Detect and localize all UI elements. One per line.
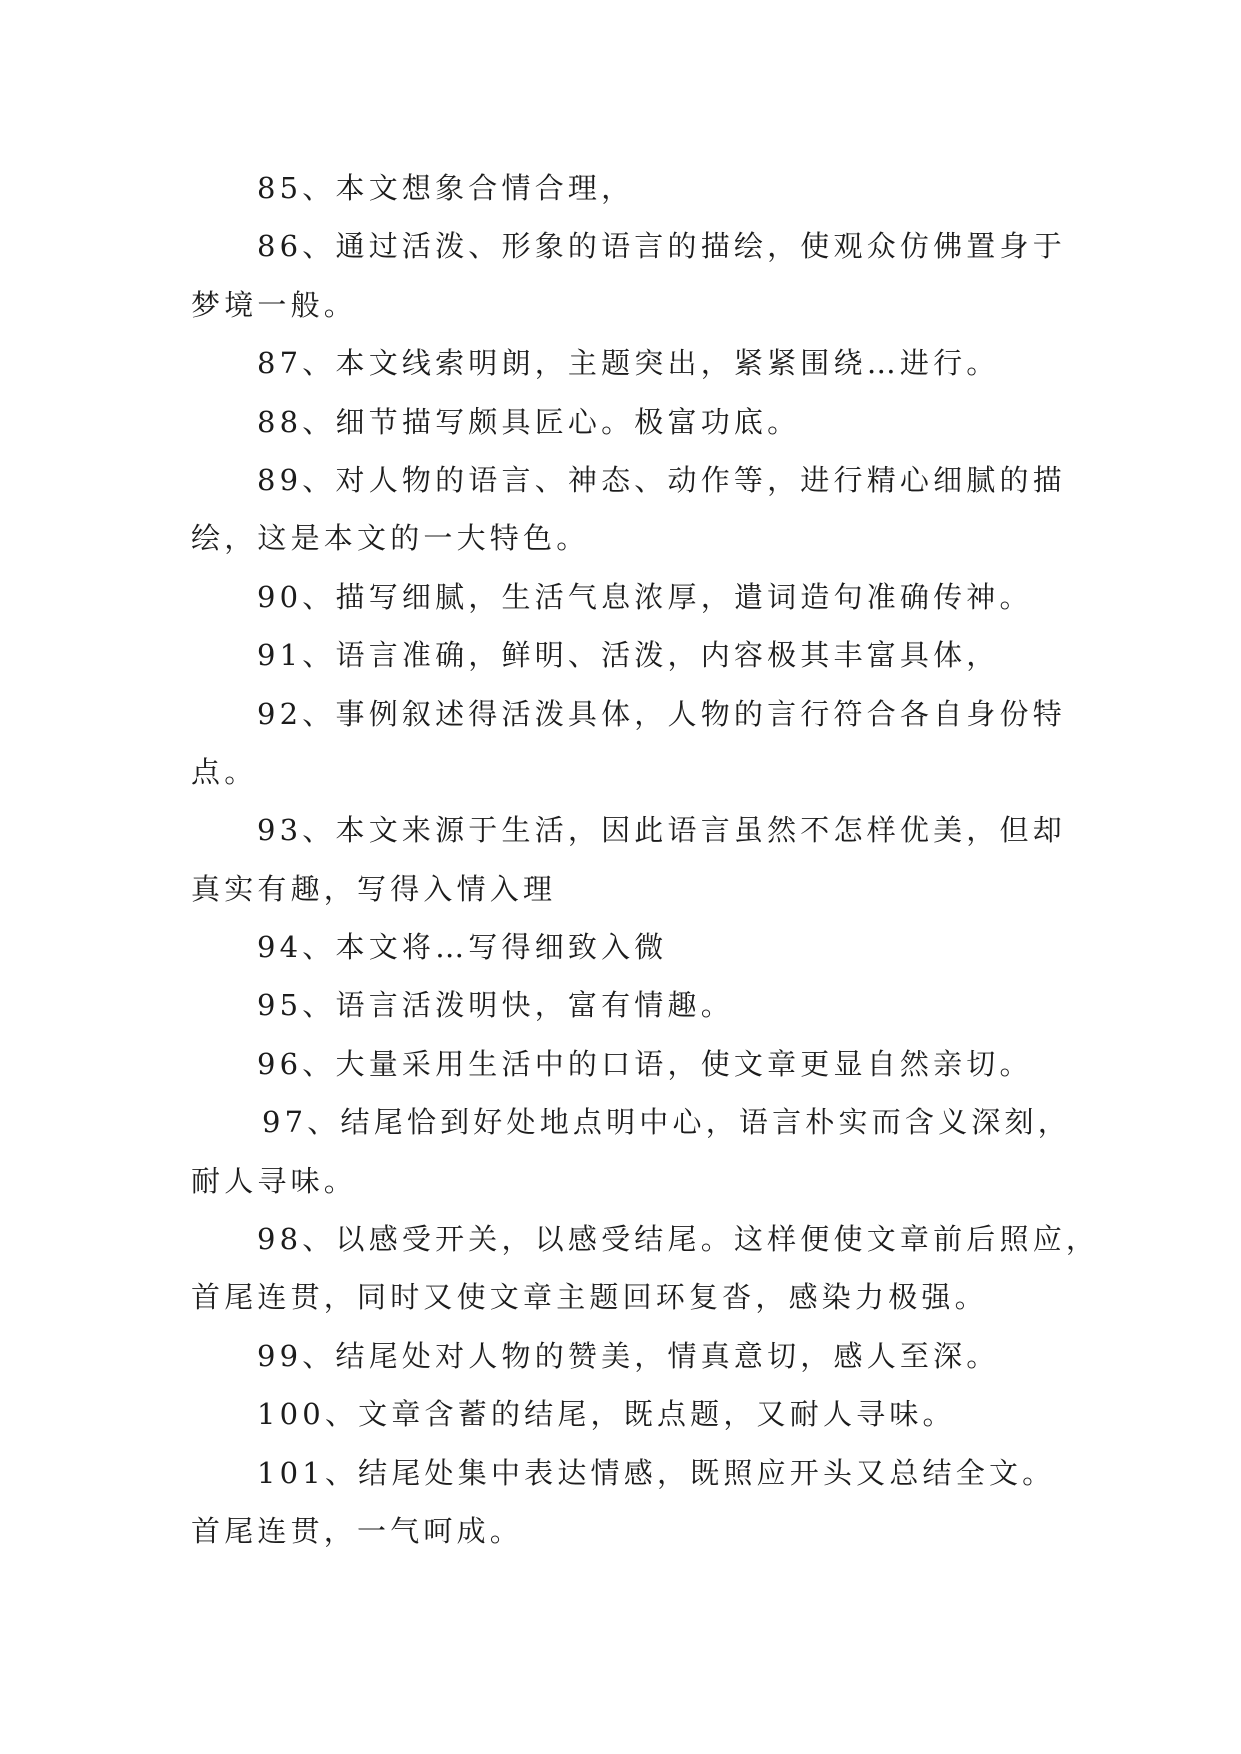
paragraph-line: 95、语言活泼明快，富有情趣。 <box>257 988 734 1023</box>
paragraph-101 <box>191 1444 1091 1561</box>
paragraph-line: 101、结尾处集中表达情感，既照应开头又总结全文。 <box>257 1455 1056 1490</box>
document-body <box>191 159 1100 1560</box>
paragraph-86 <box>191 217 1091 334</box>
paragraph-line: 真实有趣，写得入情入理 <box>191 871 557 906</box>
paragraph-line: 96、大量采用生活中的口语，使文章更显自然亲切。 <box>257 1046 1033 1081</box>
paragraph-94 <box>191 918 1091 976</box>
paragraph-line: 88、细节描写颇具匠心。极富功底。 <box>257 404 801 439</box>
paragraph-90 <box>191 568 1091 626</box>
paragraph-line: 梦境一般。 <box>191 287 358 322</box>
paragraph-100 <box>191 1385 1091 1443</box>
paragraph-92 <box>191 685 1091 802</box>
paragraph-98 <box>191 1210 1100 1327</box>
paragraph-line: 92、事例叙述得活泼具体，人物的言行符合各自身份特 <box>257 696 1066 731</box>
paragraph-95 <box>191 976 1091 1034</box>
paragraph-line: 98、以感受开关，以感受结尾。这样便使文章前后照应， <box>257 1222 1100 1257</box>
paragraph-line: 点。 <box>191 754 258 789</box>
paragraph-line: 97、结尾恰到好处地点明中心，语言朴实而含义深刻， <box>262 1105 1071 1140</box>
paragraph-line: 93、本文来源于生活，因此语言虽然不怎样优美，但却 <box>257 813 1066 848</box>
paragraph-87 <box>191 334 1091 392</box>
paragraph-line: 耐人寻味。 <box>191 1163 358 1198</box>
paragraph-line: 首尾连贯，同时又使文章主题回环复沓，感染力极强。 <box>191 1280 988 1315</box>
paragraph-line: 首尾连贯，一气呵成。 <box>191 1513 524 1548</box>
paragraph-line: 89、对人物的语言、神态、动作等，进行精心细腻的描 <box>257 462 1066 497</box>
paragraph-99 <box>191 1327 1091 1385</box>
paragraph-line: 86、通过活泼、形象的语言的描绘，使观众仿佛置身于 <box>257 229 1066 264</box>
paragraph-88 <box>191 393 1091 451</box>
paragraph-line: 91、语言准确，鲜明、活泼，内容极其丰富具体， <box>257 638 1000 673</box>
paragraph-91 <box>191 626 1091 684</box>
paragraph-line: 90、描写细腻，生活气息浓厚，遣词造句准确传神。 <box>257 579 1033 614</box>
paragraph-93 <box>191 801 1091 918</box>
paragraph-line: 87、本文线索明朗，主题突出，紧紧围绕…进行。 <box>257 346 1000 381</box>
paragraph-89 <box>191 451 1091 568</box>
paragraph-line: 100、文章含蓄的结尾，既点题，又耐人寻味。 <box>257 1397 956 1432</box>
paragraph-97 <box>191 1093 1091 1210</box>
paragraph-line: 绘，这是本文的一大特色。 <box>191 521 590 556</box>
paragraph-line: 94、本文将…写得细致入微 <box>257 930 668 965</box>
paragraph-line: 99、结尾处对人物的赞美，情真意切，感人至深。 <box>257 1338 1000 1373</box>
paragraph-line: 85、本文想象合情合理， <box>257 171 635 205</box>
paragraph-85 <box>191 159 1091 217</box>
paragraph-96 <box>191 1035 1091 1093</box>
